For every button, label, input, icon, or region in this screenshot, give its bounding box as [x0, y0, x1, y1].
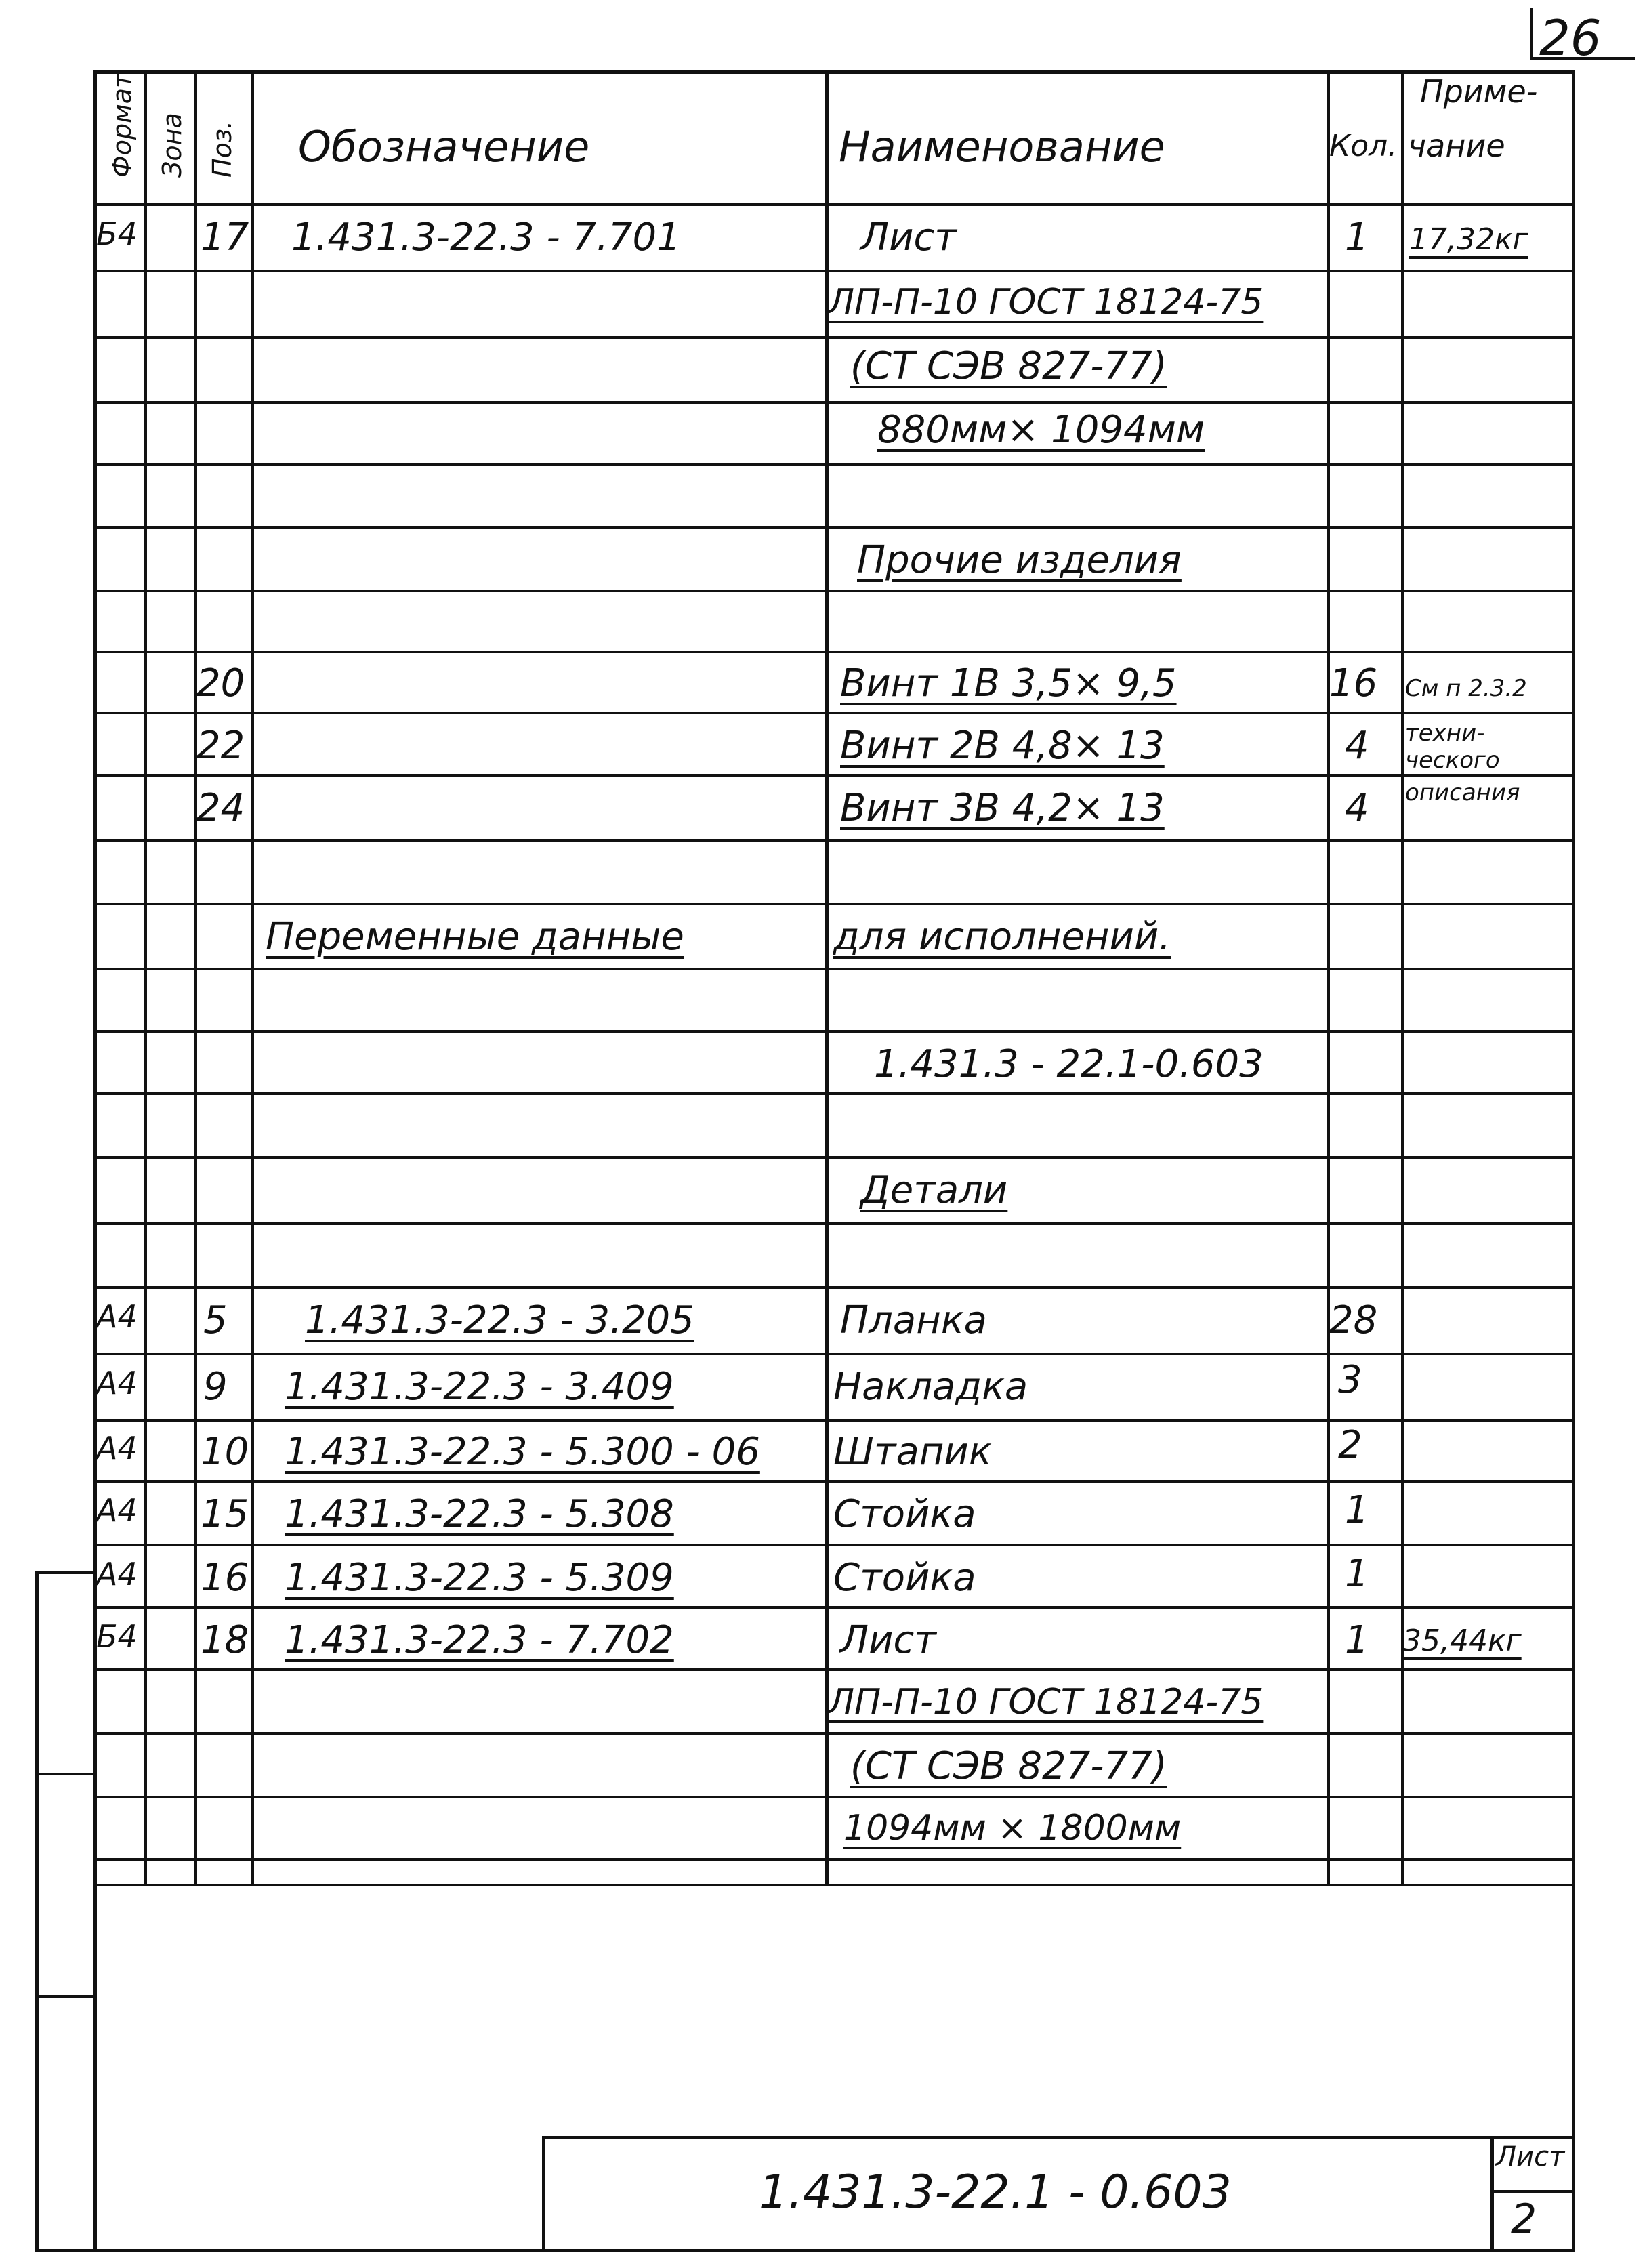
row-15-name: Детали	[860, 1168, 1008, 1212]
row-17-designation: 1.431.3-22.3 - 3.205	[305, 1298, 694, 1342]
row-line	[93, 1796, 1575, 1798]
header-designation: Обозначение	[298, 122, 590, 171]
row-line	[93, 1419, 1575, 1422]
row-24-name: (СТ СЭВ 827-77)	[850, 1744, 1167, 1788]
header-note-line1: Приме-	[1420, 73, 1538, 110]
corner-sheet-number: 26	[1539, 9, 1602, 66]
row-8-note: техни- ческого	[1405, 720, 1500, 774]
row-18-qty: 3	[1338, 1358, 1362, 1402]
row-line	[93, 1030, 1575, 1033]
row-8-name: Винт 2В 4,8× 13	[840, 724, 1165, 768]
row-17-qty: 28	[1329, 1298, 1378, 1342]
row-3-name: 880мм× 1094мм	[877, 408, 1205, 452]
row-7-name: Винт 1В 3,5× 9,5	[840, 661, 1177, 705]
row-9-qty: 4	[1345, 786, 1369, 830]
row-line	[93, 590, 1575, 592]
row-line	[93, 712, 1575, 714]
row-11-designation: Переменные данные	[266, 915, 684, 959]
row-13-name: 1.431.3 - 22.1-0.603	[874, 1042, 1264, 1086]
row-line	[93, 463, 1575, 466]
row-9-name: Винт 3В 4,2× 13	[840, 786, 1165, 830]
row-line	[93, 1286, 1575, 1289]
row-22-note: 35,44кг	[1402, 1624, 1522, 1658]
col-line-pos-designation	[251, 70, 254, 1884]
row-20-name: Стойка	[833, 1492, 976, 1536]
row-line	[93, 1353, 1575, 1355]
col-line-name-qty	[1327, 70, 1330, 1884]
row-8-pos: 22	[196, 724, 245, 768]
row-17-pos: 5	[203, 1298, 228, 1342]
row-19-qty: 2	[1338, 1423, 1362, 1467]
row-18-pos: 9	[203, 1365, 228, 1409]
row-20-designation: 1.431.3-22.3 - 5.308	[285, 1492, 674, 1536]
row-21-designation: 1.431.3-22.3 - 5.309	[285, 1556, 674, 1600]
header-pos: Поз.	[207, 120, 237, 178]
row-line	[93, 336, 1575, 339]
row-18-name: Накладка	[833, 1365, 1028, 1409]
side-strip-divider	[35, 1995, 93, 1998]
row-line	[93, 1092, 1575, 1095]
row-21-name: Стойка	[833, 1556, 976, 1600]
title-document-number: 1.431.3-22.1 - 0.603	[759, 2166, 1232, 2219]
left-side-strip	[35, 1571, 93, 2252]
row-line	[93, 526, 1575, 529]
row-line	[93, 1544, 1575, 1546]
sheet-label: Лист	[1496, 2141, 1565, 2172]
row-line	[93, 1668, 1575, 1671]
row-25-name: 1094мм × 1800мм	[843, 1808, 1182, 1849]
row-20-qty: 1	[1345, 1488, 1369, 1532]
row-22-format: Б4	[96, 1618, 138, 1655]
row-21-format: А4	[96, 1556, 138, 1592]
row-line	[93, 651, 1575, 653]
row-21-pos: 16	[201, 1556, 249, 1600]
row-line	[93, 968, 1575, 970]
row-line	[93, 903, 1575, 905]
row-20-format: А4	[96, 1492, 138, 1529]
row-line	[93, 1480, 1575, 1483]
col-line-zone-pos	[194, 70, 197, 1884]
row-0-note: 17,32кг	[1409, 222, 1528, 257]
row-line	[93, 1156, 1575, 1159]
row-18-format: А4	[96, 1365, 138, 1401]
row-22-designation: 1.431.3-22.3 - 7.702	[285, 1618, 674, 1662]
table-bottom-line	[93, 1884, 1575, 1886]
row-7-qty: 16	[1329, 661, 1378, 705]
row-17-name: Планка	[840, 1298, 987, 1342]
row-line	[93, 774, 1575, 777]
row-22-qty: 1	[1345, 1618, 1369, 1662]
row-7-note: См п 2.3.2	[1405, 675, 1527, 702]
side-strip-divider	[35, 1773, 93, 1775]
row-23-name: ЛП-П-10 ГОСТ 18124-75	[828, 1682, 1264, 1723]
drawing-frame	[93, 70, 1575, 2252]
row-0-designation: 1.431.3-22.3 - 7.701	[291, 215, 681, 260]
row-0-pos: 17	[201, 215, 249, 260]
col-line-designation-name	[825, 70, 829, 1884]
row-11-name: для исполнений.	[833, 915, 1171, 959]
row-9-note: описания	[1405, 779, 1520, 806]
row-0-name: Лист	[860, 215, 957, 260]
row-line	[93, 401, 1575, 404]
row-18-designation: 1.431.3-22.3 - 3.409	[285, 1365, 674, 1409]
row-19-name: Штапик	[833, 1430, 992, 1474]
header-note-line2: чание	[1408, 127, 1505, 164]
row-0-qty: 1	[1345, 215, 1369, 260]
row-20-pos: 15	[201, 1492, 249, 1536]
row-22-pos: 18	[201, 1618, 249, 1662]
row-5-name: Прочие изделия	[857, 538, 1182, 582]
row-line	[93, 839, 1575, 842]
header-format: Формат	[107, 73, 137, 178]
sheet-box-divider	[1490, 2190, 1575, 2193]
header-zone: Зона	[157, 112, 187, 178]
col-line-format-zone	[144, 70, 147, 1884]
row-line	[93, 1858, 1575, 1861]
row-1-name: ЛП-П-10 ГОСТ 18124-75	[828, 282, 1264, 323]
row-9-pos: 24	[196, 786, 245, 830]
header-qty: Кол.	[1329, 129, 1398, 163]
row-7-pos: 20	[196, 661, 245, 705]
row-8-qty: 4	[1345, 724, 1369, 768]
row-line	[93, 270, 1575, 272]
col-line-qty-note	[1401, 70, 1404, 1884]
row-19-format: А4	[96, 1430, 138, 1466]
row-0-format: Б4	[96, 215, 138, 252]
header-bottom-line	[93, 203, 1575, 206]
header-name: Наименование	[839, 122, 1165, 171]
sheet-number: 2	[1511, 2195, 1537, 2243]
row-17-format: А4	[96, 1298, 138, 1335]
row-21-qty: 1	[1345, 1552, 1369, 1596]
row-line	[93, 1732, 1575, 1735]
row-line	[93, 1222, 1575, 1225]
row-22-name: Лист	[840, 1618, 936, 1662]
row-19-designation: 1.431.3-22.3 - 5.300 - 06	[285, 1430, 760, 1474]
row-2-name: (СТ СЭВ 827-77)	[850, 344, 1167, 388]
row-line	[93, 1606, 1575, 1609]
row-19-pos: 10	[201, 1430, 249, 1474]
